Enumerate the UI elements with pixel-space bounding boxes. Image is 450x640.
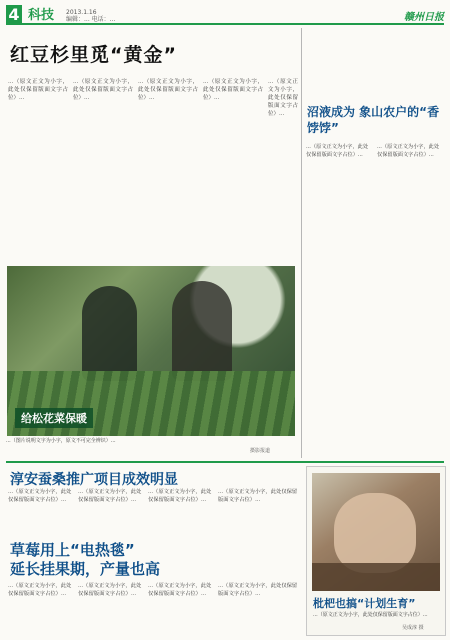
middle-story-column-1: ...（原文正文为小字，此处仅保留版面文字占位）...	[8, 489, 72, 503]
side-story-text: ...（原文正文为小字，此处仅保留版面文字占位）...	[313, 612, 428, 618]
top-right-column-2: ...（原文正文为小字，此处仅保留版面文字占位）...	[377, 144, 440, 158]
side-story-byline: 吴成淳 摄	[402, 625, 424, 631]
top-main-column-3: ...（原文正文为小字，此处仅保留版面文字占位）...	[138, 79, 198, 101]
top-main-column-1: ...（原文正文为小字，此处仅保留版面文字占位）...	[8, 79, 68, 101]
side-story-box	[306, 466, 446, 636]
section-divider	[6, 461, 444, 463]
photo-title: 给松花菜保暖	[15, 408, 93, 428]
middle-story-headline: 淳安蚕桑推广项目成效明显	[10, 472, 178, 488]
top-right-column-1: ...（原文正文为小字，此处仅保留版面文字占位）...	[306, 144, 369, 158]
vertical-divider	[301, 28, 302, 458]
top-main-column-2: ...（原文正文为小字，此处仅保留版面文字占位）...	[73, 79, 133, 101]
bottom-story-column-1: ...（原文正文为小字，此处仅保留版面文字占位）...	[8, 583, 72, 597]
photo-fruit-shape	[334, 493, 416, 573]
middle-story-column-3: ...（原文正文为小字，此处仅保留版面文字占位）...	[148, 489, 212, 503]
photo-byline: 摄影报道	[250, 448, 271, 454]
photo-caption: ...（图片说明文字为小字，原文不可完全辨识）...	[6, 438, 116, 444]
top-main-headline: 红豆杉里觅“黄金”	[10, 44, 177, 66]
top-main-column-4: ...（原文正文为小字，此处仅保留版面文字占位）...	[203, 79, 263, 101]
side-story-headline: 枇杷也搞“计划生育”	[313, 597, 416, 610]
bottom-story-column-4: ...（原文正文为小字，此处仅保留版面文字占位）...	[218, 583, 298, 597]
bottom-story-column-3: ...（原文正文为小字，此处仅保留版面文字占位）...	[148, 583, 212, 597]
top-main-column-5: ...（原文正文为小字，此处仅保留版面文字占位）...	[268, 79, 298, 117]
photo-person-right	[172, 281, 232, 381]
section-title: 科技	[28, 8, 55, 23]
masthead-meta	[66, 9, 115, 23]
date-line: 2013.1.16	[66, 9, 97, 16]
paper-name: 赣州日报	[404, 12, 444, 23]
top-right-headline: 沼液成为 象山农户的“香饽饽”	[307, 105, 440, 135]
side-story-photo	[312, 473, 440, 591]
masthead	[6, 3, 444, 25]
photo-hand-shape	[312, 563, 440, 591]
middle-story-column-4: ...（原文正文为小字，此处仅保留版面文字占位）...	[218, 489, 298, 503]
bottom-story-headline: 草莓用上“电热毯” 延长挂果期，产量也高	[10, 541, 161, 578]
feature-photo	[7, 266, 295, 436]
page-number: 4	[6, 5, 22, 23]
photo-person-left	[82, 286, 137, 381]
middle-story-column-2: ...（原文正文为小字，此处仅保留版面文字占位）...	[78, 489, 142, 503]
editor-line: 编辑：... 电话：...	[66, 16, 116, 23]
bottom-story-column-2: ...（原文正文为小字，此处仅保留版面文字占位）...	[78, 583, 142, 597]
